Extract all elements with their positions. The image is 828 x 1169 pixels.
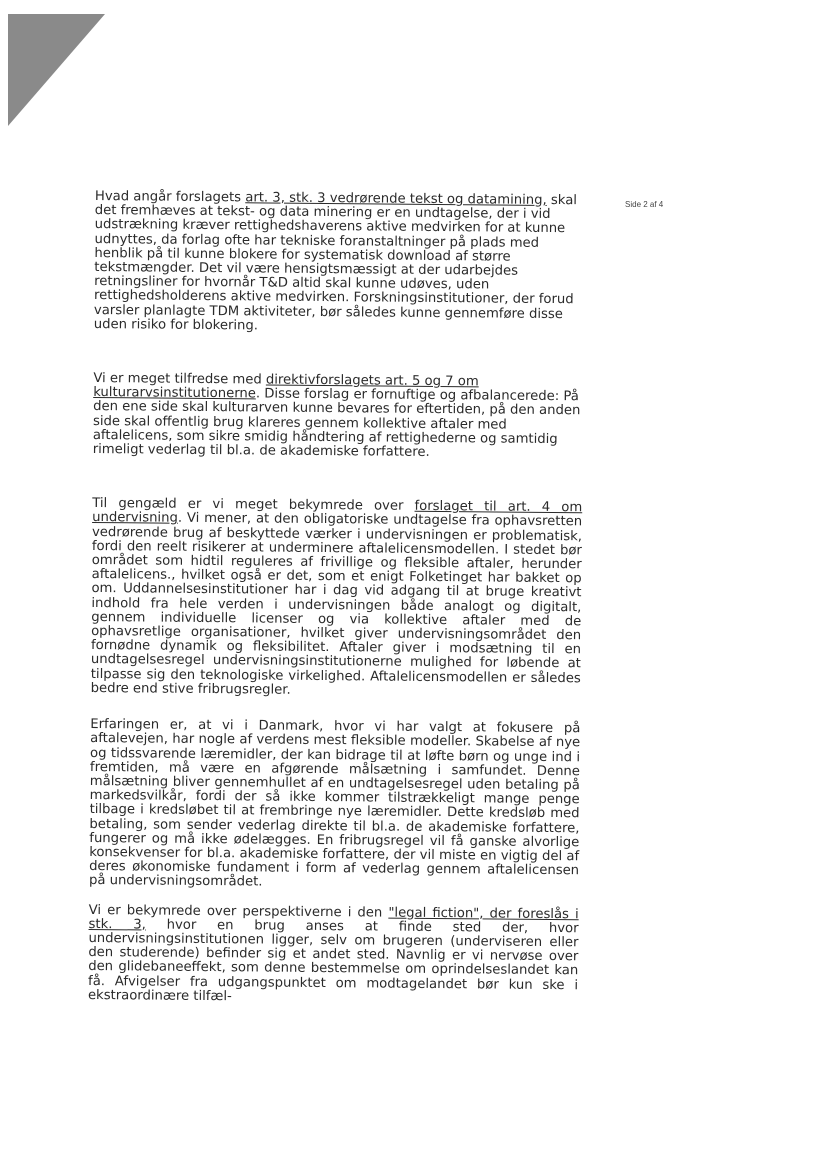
paragraph-text: hvor en brug anses at finde sted der, hvor undervisningsinstitutionen ligger, selv om brugeren (underviseren eller den studerende) befinder sig et andet sted. Navnlig er vi nervøse over den glidebaneeffekt, som denne bestemmelse om oprindelseslandet kan få. Afvigelser fra udgangspunktet om modtagelandet bør kun ske i ekstraordinære tilfæl- [87,917,579,1004]
paragraph-teaching [91,497,583,700]
article-reference: art. 3, stk. 3 vedrørende tekst og datamining, [245,190,547,208]
article-reference: direktivforslagets art. 5 og 7 om kulturarvsinstitutionerne [93,372,479,402]
paragraph-text: skal det fremhæves at tekst- og data minering er en undtagelse, der i vid udstrækning kræver rettighedshaverens aktive medvirken for at kunne udnyttes, da forlag ofte har tekniske foranstaltninger på plads med henblik på til kunne blokere for systematisk download af større tekstmængder. Det vil være hensigtsmæssigt at der udarbejdes retningsliner for hvornår T&D altid skal kunne udøves, uden rettighedsholderens aktive medvirken. Forskningsinstitutioner, der forud varsler planlagte TDM aktiviteter, bør således kunne gennemføre disse uden risiko for blokering. [93,192,578,334]
paragraph-cultural-heritage [93,372,584,461]
article-reference: forslaget til art. 4 om undervisning [92,499,583,527]
paragraph-experience: Erfaringen er, at vi i Danmark, hvor vi har valgt at fokusere på aftalevejen, har nogle af verdens mest fleksible modeller. Skabelse af nye og tidssvarende læremidler, der kan bidrage til at løfte børn og unge ind i fremtiden, må være en afgørende målsætning i samfundet. Denne målsætning bliver gennemhullet af en undtagelsesregel uden betaling på markedsvilkår, fordi der så ikke kommer tilstrækkeligt mange penge tilbage i kredsløbet til at frembringe nye læremidler. Dette kredsløb med betaling, som sender vederlag direkte til bl.a. de akademiske forfattere, fungerer og må ikke ødelægges. En fribrugsregel vil få ganske alvorlige konsekvenser for bl.a. akademiske forfattere, der vil miste en vigtig del af deres økonomiske fundament i form af vederlag gennem aftalelicensen på undervisningsområdet. [88,717,581,890]
paragraph-text: . Disse forslag er fornuftige og afbalancerede: På den ene side skal kulturarven kunne bevares for eftertiden, på den anden side skal offentlig brug klareres gennem kollektive aftaler med aftalelicens, som sikre smidig håndtering af rettighederne og samtidig rimeligt vederlag til bl.a. de akademiske forfattere. [92,386,581,460]
scan-corner-shadow [8,14,108,129]
article-reference: "legal fiction", der foreslås i stk. 3, [88,905,579,933]
paragraph-text: . Vi mener, at den obligatoriske undtagelse fra ophavsretten vedrørende brug af beskyttede værker i undervisningen er problematisk, fordi den reelt risikerer at underminere aftalelicensmodellen. I stedet bør området som hidtil reguleres af frivillige og fleksible aftaler, herunder aftalelicens., hvilket også er det, som et enigt Folketinget har bakket op om. Uddannelsesinstitutioner har i dag vid adgang til at bruge kreativt indhold fra hele verden i undervisningen både analogt og digitalt, gennem individuelle licenser og via kollektive aftaler med de ophavsretlige organisationer, hvilket giver undervisningsområdet den fornødne dynamik og fleksibilitet. Aftaler giver i modsætning til en undtagelsesregel undervisningsinstitutionerne mulighed for løbende at tilpasse sig den teknologiske virkelighed. Aftalelicensmodellen er således bedre end stive fribrugsregler. [90,511,583,698]
paragraph-text: Vi er bekymrede over perspektiverne i den [88,902,389,921]
letter-body [88,190,585,1007]
paragraph-tdm [94,190,585,336]
page-number: Side 2 af 4 [625,200,664,209]
paragraph-text: Til gengæld er vi meget bekymrede over [92,496,415,515]
paragraph-text: Vi er meget tilfredse med [93,371,266,388]
paragraph-legal-fiction [88,904,579,1008]
paragraph-text: Hvad angår forslagets [94,189,246,206]
